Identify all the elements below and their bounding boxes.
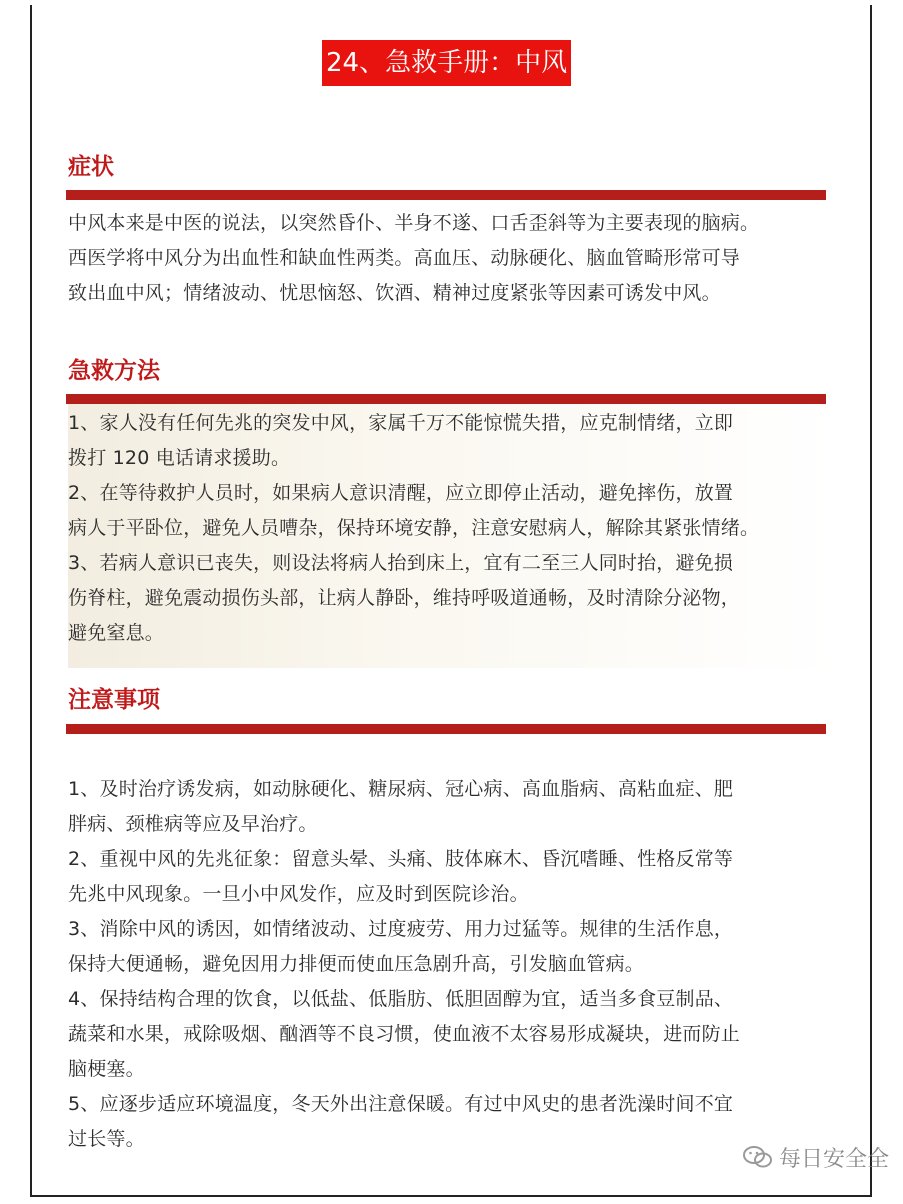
section-heading-symptoms: 症状: [68, 154, 114, 180]
precautions-paragraph: [68, 772, 838, 1157]
first-aid-paragraph: [68, 404, 838, 668]
text-line: 胖病、颈椎病等应及早治疗。: [68, 813, 318, 835]
text-line: 3、消除中风的诱因，如情绪波动、过度疲劳、用力过猛等。规律的生活作息，: [68, 918, 734, 940]
text-line: 5、应逐步适应环境温度，冬天外出注意保暖。有过中风史的患者洗澡时间不宜: [68, 1093, 734, 1115]
text-line: 1、及时治疗诱发病，如动脉硬化、糖尿病、冠心病、高血脂病、高粘血症、肥: [68, 778, 734, 800]
text-line: 中风本来是中医的说法，以突然昏仆、半身不遂、口舌歪斜等为主要表现的脑病。: [68, 212, 760, 234]
section-divider: [66, 394, 826, 404]
watermark: [743, 1142, 903, 1172]
text-line: 避免窒息。: [68, 622, 165, 644]
text-line: 伤脊柱，避免震动损伤头部，让病人静卧，维持呼吸道通畅，及时清除分泌物，: [68, 587, 741, 609]
text-line: 拨打 120 电话请求援助。: [68, 447, 291, 469]
text-line: 蔬菜和水果，戒除吸烟、酗酒等不良习惯，使血液不太容易形成凝块，进而防止: [68, 1023, 741, 1045]
text-line: 2、在等待救护人员时，如果病人意识清醒，应立即停止活动，避免摔伤，放置: [68, 482, 734, 504]
page-title: 24、急救手册：中风: [322, 40, 571, 86]
section-heading-first-aid: 急救方法: [68, 358, 160, 384]
symptoms-paragraph: [68, 206, 838, 311]
text-line: 先兆中风现象。一旦小中风发作，应及时到医院诊治。: [68, 883, 529, 905]
text-line: 致出血中风；情绪波动、忧思恼怒、饮酒、精神过度紧张等因素可诱发中风。: [68, 282, 721, 304]
section-heading-precautions: 注意事项: [68, 687, 160, 713]
text-line: 3、若病人意识已丧失，则设法将病人抬到床上，宜有二至三人同时抬，避免损: [68, 552, 734, 574]
text-line: 2、重视中风的先兆征象：留意头晕、头痛、肢体麻木、昏沉嗜睡、性格反常等: [68, 848, 734, 870]
section-divider: [66, 190, 826, 200]
text-line: 病人于平卧位，避免人员嘈杂，保持环境安静，注意安慰病人，解除其紧张情绪。: [68, 517, 760, 539]
text-line: 1、家人没有任何先兆的突发中风，家属千万不能惊慌失措，应克制情绪，立即: [68, 412, 734, 434]
text-line: 保持大便通畅，避免因用力排便而使血压急剧升高，引发脑血管病。: [68, 953, 645, 975]
text-line: 脑梗塞。: [68, 1058, 145, 1080]
text-line: 西医学将中风分为出血性和缺血性两类。高血压、动脉硬化、脑血管畸形常可导: [68, 247, 741, 269]
text-line: 4、保持结构合理的饮食，以低盐、低脂肪、低胆固醇为宜，适当多食豆制品、: [68, 988, 734, 1010]
section-divider: [66, 724, 826, 734]
text-line: 过长等。: [68, 1128, 145, 1150]
wechat-icon: [743, 1145, 773, 1169]
watermark-text: 每日安全全: [779, 1146, 890, 1172]
